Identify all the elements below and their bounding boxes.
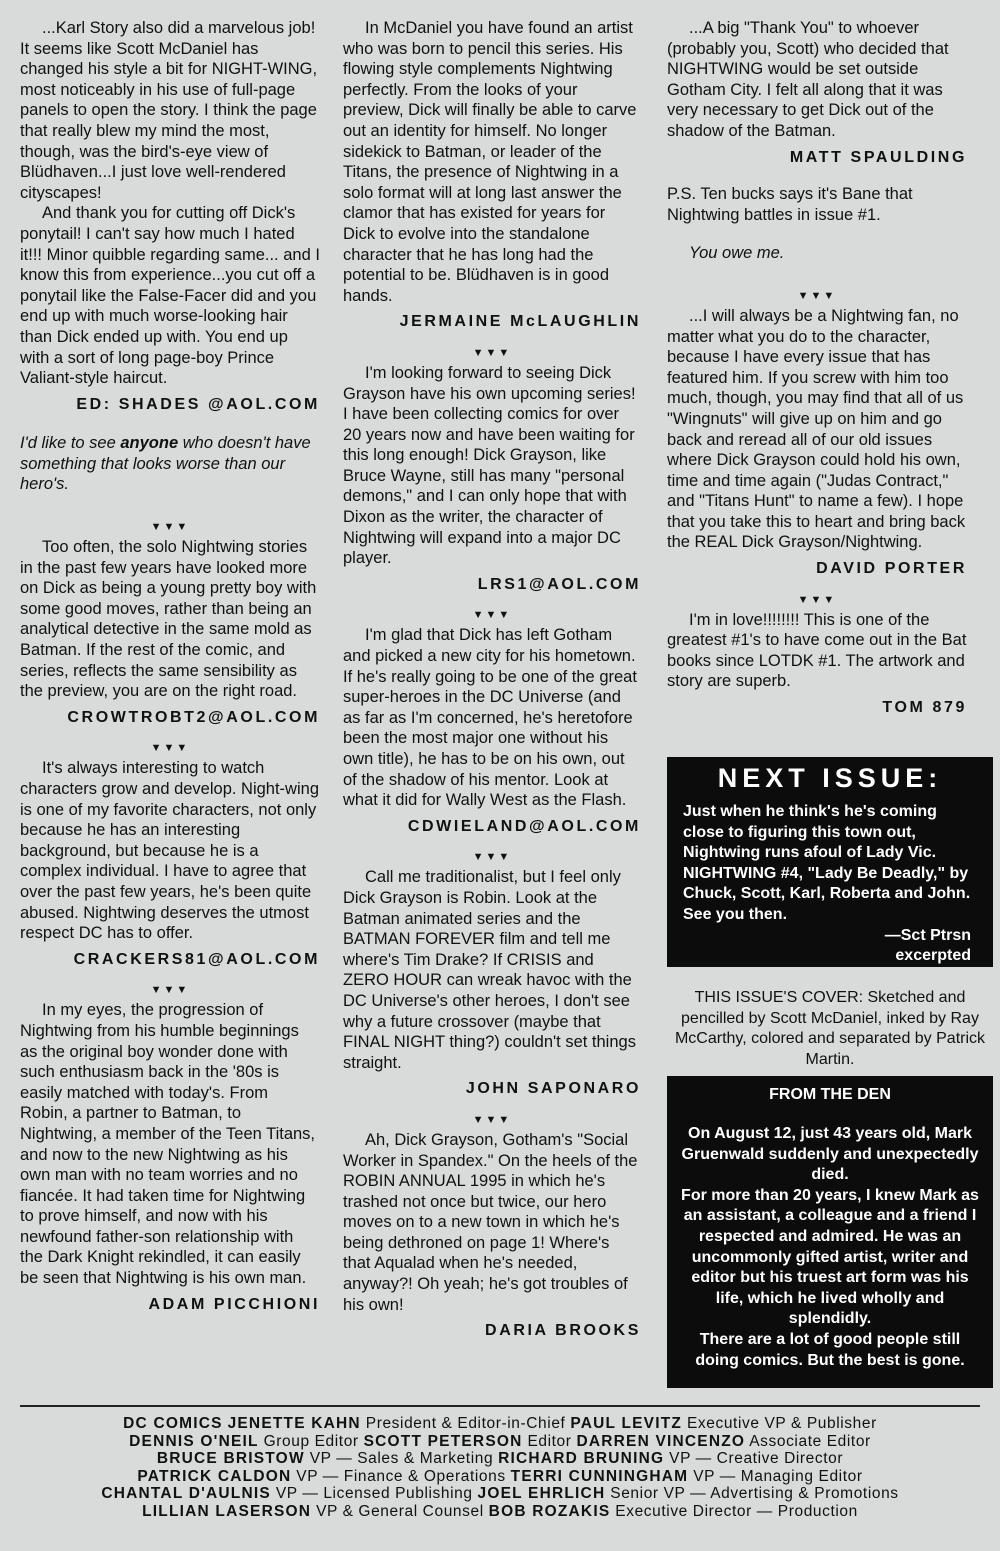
masthead-name: DC COMICS <box>123 1415 223 1432</box>
letter-signature: JERMAINE McLAUGHLIN <box>399 313 641 331</box>
separator-triangles: ▼▼▼ <box>150 984 190 997</box>
den-paragraph: There are a lot of good people still doing comics. But the best is gone. <box>695 1330 965 1369</box>
letter <box>20 18 320 415</box>
letter-signature: JOHN SAPONARO <box>465 1080 641 1098</box>
masthead-title: VP & General Counsel <box>316 1502 484 1520</box>
masthead-line <box>0 1468 1000 1486</box>
letter-signature: DARIA BROOKS <box>485 1322 641 1340</box>
separator-triangles: ▼▼▼ <box>150 521 190 534</box>
letter-signature: ADAM PICCHIONI <box>148 1295 320 1313</box>
next-issue-credit-note: excerpted <box>895 947 971 965</box>
masthead <box>0 1415 1000 1521</box>
editor-reply-text: You owe me. <box>689 244 785 263</box>
from-the-den-title: FROM THE DEN <box>769 1086 891 1103</box>
letter-paragraph: It's always interesting to watch characters grow and develop. Night-wing is one of my favorite characters, not only because he has an interesting background, but because he is a complex individual. I have to agree that over the past few years, he's been quite abused. Nightwing deserves the utmost respect DC has to offer. <box>20 759 319 943</box>
masthead-title: Executive Director — Production <box>615 1502 858 1520</box>
masthead-title: VP — Licensed Publishing <box>275 1485 473 1503</box>
masthead-name: PATRICK CALDON <box>137 1467 292 1485</box>
letter-signature: CRACKERS81@AOL.COM <box>73 950 320 968</box>
masthead-title: Senior VP — Advertising & Promotions <box>610 1485 899 1503</box>
letter-signature: CDWIELAND@AOL.COM <box>407 817 641 835</box>
masthead-name: BRUCE BRISTOW <box>156 1450 305 1468</box>
masthead-name: BOB ROZAKIS <box>488 1502 611 1520</box>
next-issue-text: Just when he think's he's coming close to figuring this town out, Nightwing runs afoul of Lady Vic. NIGHTWING #4, "Lady Be Deadly," by Chuck, Scott, Karl, Roberta and John. See you then. <box>683 803 971 923</box>
letter <box>667 306 967 580</box>
masthead-line <box>0 1415 1000 1433</box>
letter <box>343 363 641 596</box>
postscript <box>667 184 967 225</box>
separator-triangles: ▼▼▼ <box>472 346 512 359</box>
letter-paragraph: I'm in love!!!!!!!! This is one of the greatest #1's to have come out in the Bat books since LOTDK #1. The artwork and story are superb. <box>667 610 967 691</box>
letter-paragraph: I'm glad that Dick has left Gotham and picked a new city for his hometown. If he's really going to be one of the great super-heroes in the DC Universe (and as far as I'm concerned, he's heretofore been the most major one without his own title), he has to be on his own, out of the shadow of his mentor. Look at what it did for Wally West as the Flash. <box>343 626 637 810</box>
letter-signature: DAVID PORTER <box>816 560 967 578</box>
letter-paragraph: And thank you for cutting off Dick's ponytail! I can't say how much I hated it!!! Minor quibble regarding same... and I know this from experience...you cut off a ponytail like the False-Facer did and you end up with much worse-looking hair than Dick ended up with. You end up with a sort of long page-boy Prince Valiant-style haircut. <box>20 204 320 388</box>
separator-triangles: ▼▼▼ <box>150 742 190 755</box>
masthead-line <box>0 1485 1000 1503</box>
masthead-name: CHANTAL D'AULNIS <box>101 1485 271 1503</box>
next-issue-credit <box>667 926 993 967</box>
masthead-name: DARREN VINCENZO <box>576 1432 746 1450</box>
letter <box>667 610 967 719</box>
masthead-title: Executive VP & Publisher <box>686 1415 877 1432</box>
letter-paragraph: In McDaniel you have found an artist who was born to pencil this series. His flowing style complements Nightwing perfectly. From the looks of your preview, Dick will finally be able to carve out an identity for himself. No longer sidekick to Batman, or leader of the Titans, the presence of Nightwing in a solo format will at long last answer the clamor that has existed for years for Dick to evolve into the standalone character that he has long had the potential to be. Blüdhaven is in good hands. <box>343 19 637 305</box>
letter-paragraph: ...A big "Thank You" to whoever (probably you, Scott) who decided that NIGHTWING would be set outside Gotham City. I felt all along that it was very necessary to get Dick out of the shadow of the Batman. <box>667 19 949 140</box>
postscript-text: P.S. Ten bucks says it's Bane that Nightwing battles in issue #1. <box>667 185 913 224</box>
letters-column-2 <box>343 18 641 1342</box>
letter-signature: CROWTROBT2@AOL.COM <box>67 708 320 726</box>
letter <box>343 867 641 1100</box>
editor-reply <box>667 243 967 264</box>
masthead-name: RICHARD BRUNING <box>498 1450 665 1468</box>
masthead-title: VP — Sales & Marketing <box>309 1450 494 1468</box>
letter-signature: ED: SHADES @AOL.COM <box>76 395 320 413</box>
masthead-line <box>0 1503 1000 1521</box>
masthead-name: PAUL LEVITZ <box>570 1415 683 1432</box>
masthead-name: JOEL EHRLICH <box>477 1485 606 1503</box>
masthead-line <box>0 1450 1000 1468</box>
masthead-name: JENETTE KAHN <box>227 1415 361 1432</box>
letter-signature: LRS1@AOL.COM <box>477 575 641 593</box>
letter-paragraph: Too often, the solo Nightwing stories in the past few years have looked more on Dick as being a young pretty boy with some good moves, rather than being an analytical detective in the same mold as Batman. If the rest of the comic, and series, reflects the same sensibility as the preview, you are on the right road. <box>20 538 317 701</box>
letter <box>343 625 641 837</box>
masthead-divider <box>20 1405 980 1407</box>
masthead-title: Group Editor <box>263 1432 359 1450</box>
editor-reply <box>20 433 320 495</box>
letter-paragraph: ...I will always be a Nightwing fan, no matter what you do to the character, because I have every issue that has featured him. If you screw with him too much, though, you may find that all of us "Wingnuts" will give up on him and go back and reread all of our old issues where Dick Grayson could hold his own, time and time again ("Judas Contract," and "Titans Hunt" to name a few). I hope that you take this to heart and bring back the REAL Dick Grayson/Nightwing. <box>667 306 966 552</box>
masthead-title: VP — Creative Director <box>669 1450 844 1468</box>
letter <box>343 18 641 333</box>
letter-signature: TOM 879 <box>882 699 967 717</box>
letter <box>20 537 320 728</box>
separator-triangles: ▼▼▼ <box>472 1113 512 1126</box>
letter-paragraph: Call me traditionalist, but I feel only Dick Grayson is Robin. Look at the Batman animated series and the BATMAN FOREVER film and tell me where's Tim Drake? If CRISIS and ZERO HOUR can wreak havoc with the DC Universe's other heroes, I don't see why a future crossover (maybe that FINAL NIGHT thing?) couldn't set things straight. <box>343 868 636 1072</box>
from-the-den-box <box>667 1076 993 1388</box>
masthead-title: Editor <box>527 1432 572 1450</box>
masthead-title: Associate Editor <box>749 1432 871 1450</box>
letter-signature: MATT SPAULDING <box>789 148 967 166</box>
den-paragraph: For more than 20 years, I knew Mark as an assistant, a colleague and a friend I respected and admired. He was an uncommonly gifted artist, writer and editor but his truest art form was his life, which he lived wholly and splendidly. <box>681 1186 979 1328</box>
masthead-title: President & Editor-in-Chief <box>365 1415 566 1432</box>
masthead-title: VP — Managing Editor <box>693 1467 863 1485</box>
masthead-name: TERRI CUNNINGHAM <box>510 1467 689 1485</box>
masthead-name: DENNIS O'NEIL <box>129 1432 259 1450</box>
masthead-line <box>0 1433 1000 1451</box>
separator-triangles: ▼▼▼ <box>472 851 512 864</box>
letters-column-1 <box>20 18 320 1315</box>
letter <box>667 18 967 168</box>
letter-paragraph: In my eyes, the progression of Nightwing from his humble beginnings as the original boy wonder done with such enthusiasm back in the '80s is easily matched with today's. From Robin, a partner to Batman, to Nightwing, a member of the Teen Titans, and now to the new Nightwing as his own man with no team worries and no fiancée. It had taken time for Nightwing to prove himself, and now with his newfound father-son relationship with the Dark Knight rekindled, it can easily be seen that Nightwing is his own man. <box>20 1001 316 1288</box>
cover-credits: THIS ISSUE'S COVER: Sketched and pencilled by Scott McDaniel, inked by Ray McCarthy, colored and separated by Patrick Martin. <box>674 989 986 1068</box>
separator-triangles: ▼▼▼ <box>472 609 512 622</box>
masthead-name: SCOTT PETERSON <box>363 1432 523 1450</box>
letter <box>343 1130 641 1342</box>
next-issue-title: NEXT ISSUE: <box>717 763 943 793</box>
masthead-title: VP — Finance & Operations <box>296 1467 506 1485</box>
next-issue-credit-name: —Sct Ptrsn <box>884 926 971 944</box>
letter-paragraph: I'm looking forward to seeing Dick Grayson have his own upcoming series! I have been collecting comics for over 20 years now and have been waiting for this long enough! Dick Grayson, like Bruce Wayne, still has many "personal demons," and I can only hope that with Dixon as the writer, the character of Nightwing will expand into a major DC player. <box>343 363 636 568</box>
separator-triangles: ▼▼▼ <box>797 289 837 302</box>
letter-paragraph: ...Karl Story also did a marvelous job! It seems like Scott McDaniel has changed his style a bit for NIGHT-WING, most noticeably in his use of full-page panels to open the story. I think the page that really blew my mind the most, though, was the bird's-eye view of Blüdhaven...I just love well-rendered cityscapes! <box>20 19 318 202</box>
next-issue-box <box>667 757 993 967</box>
letter-paragraph: Ah, Dick Grayson, Gotham's "Social Worker in Spandex." On the heels of the ROBIN ANNUAL 1995 in which he's trashed not once but twice, our hero moves on to a new town in which he's being dethroned on page 1! Where's that Aqualad when he's needed, anyway?! Oh yeah; he's got troubles of his own! <box>343 1130 638 1314</box>
editor-reply-text: I'd like to see anyone who doesn't have something that looks worse than our hero's. <box>20 434 311 494</box>
den-paragraph: On August 12, just 43 years old, Mark Gruenwald suddenly and unexpectedly died. <box>681 1125 979 1184</box>
from-the-den-text <box>667 1104 993 1371</box>
letter <box>20 758 320 970</box>
letter <box>20 1000 320 1315</box>
editor-reply-emphasis: anyone <box>120 434 179 453</box>
separator-triangles: ▼▼▼ <box>797 593 837 606</box>
letters-column-3 <box>667 18 967 719</box>
masthead-name: LILLIAN LASERSON <box>142 1502 312 1520</box>
